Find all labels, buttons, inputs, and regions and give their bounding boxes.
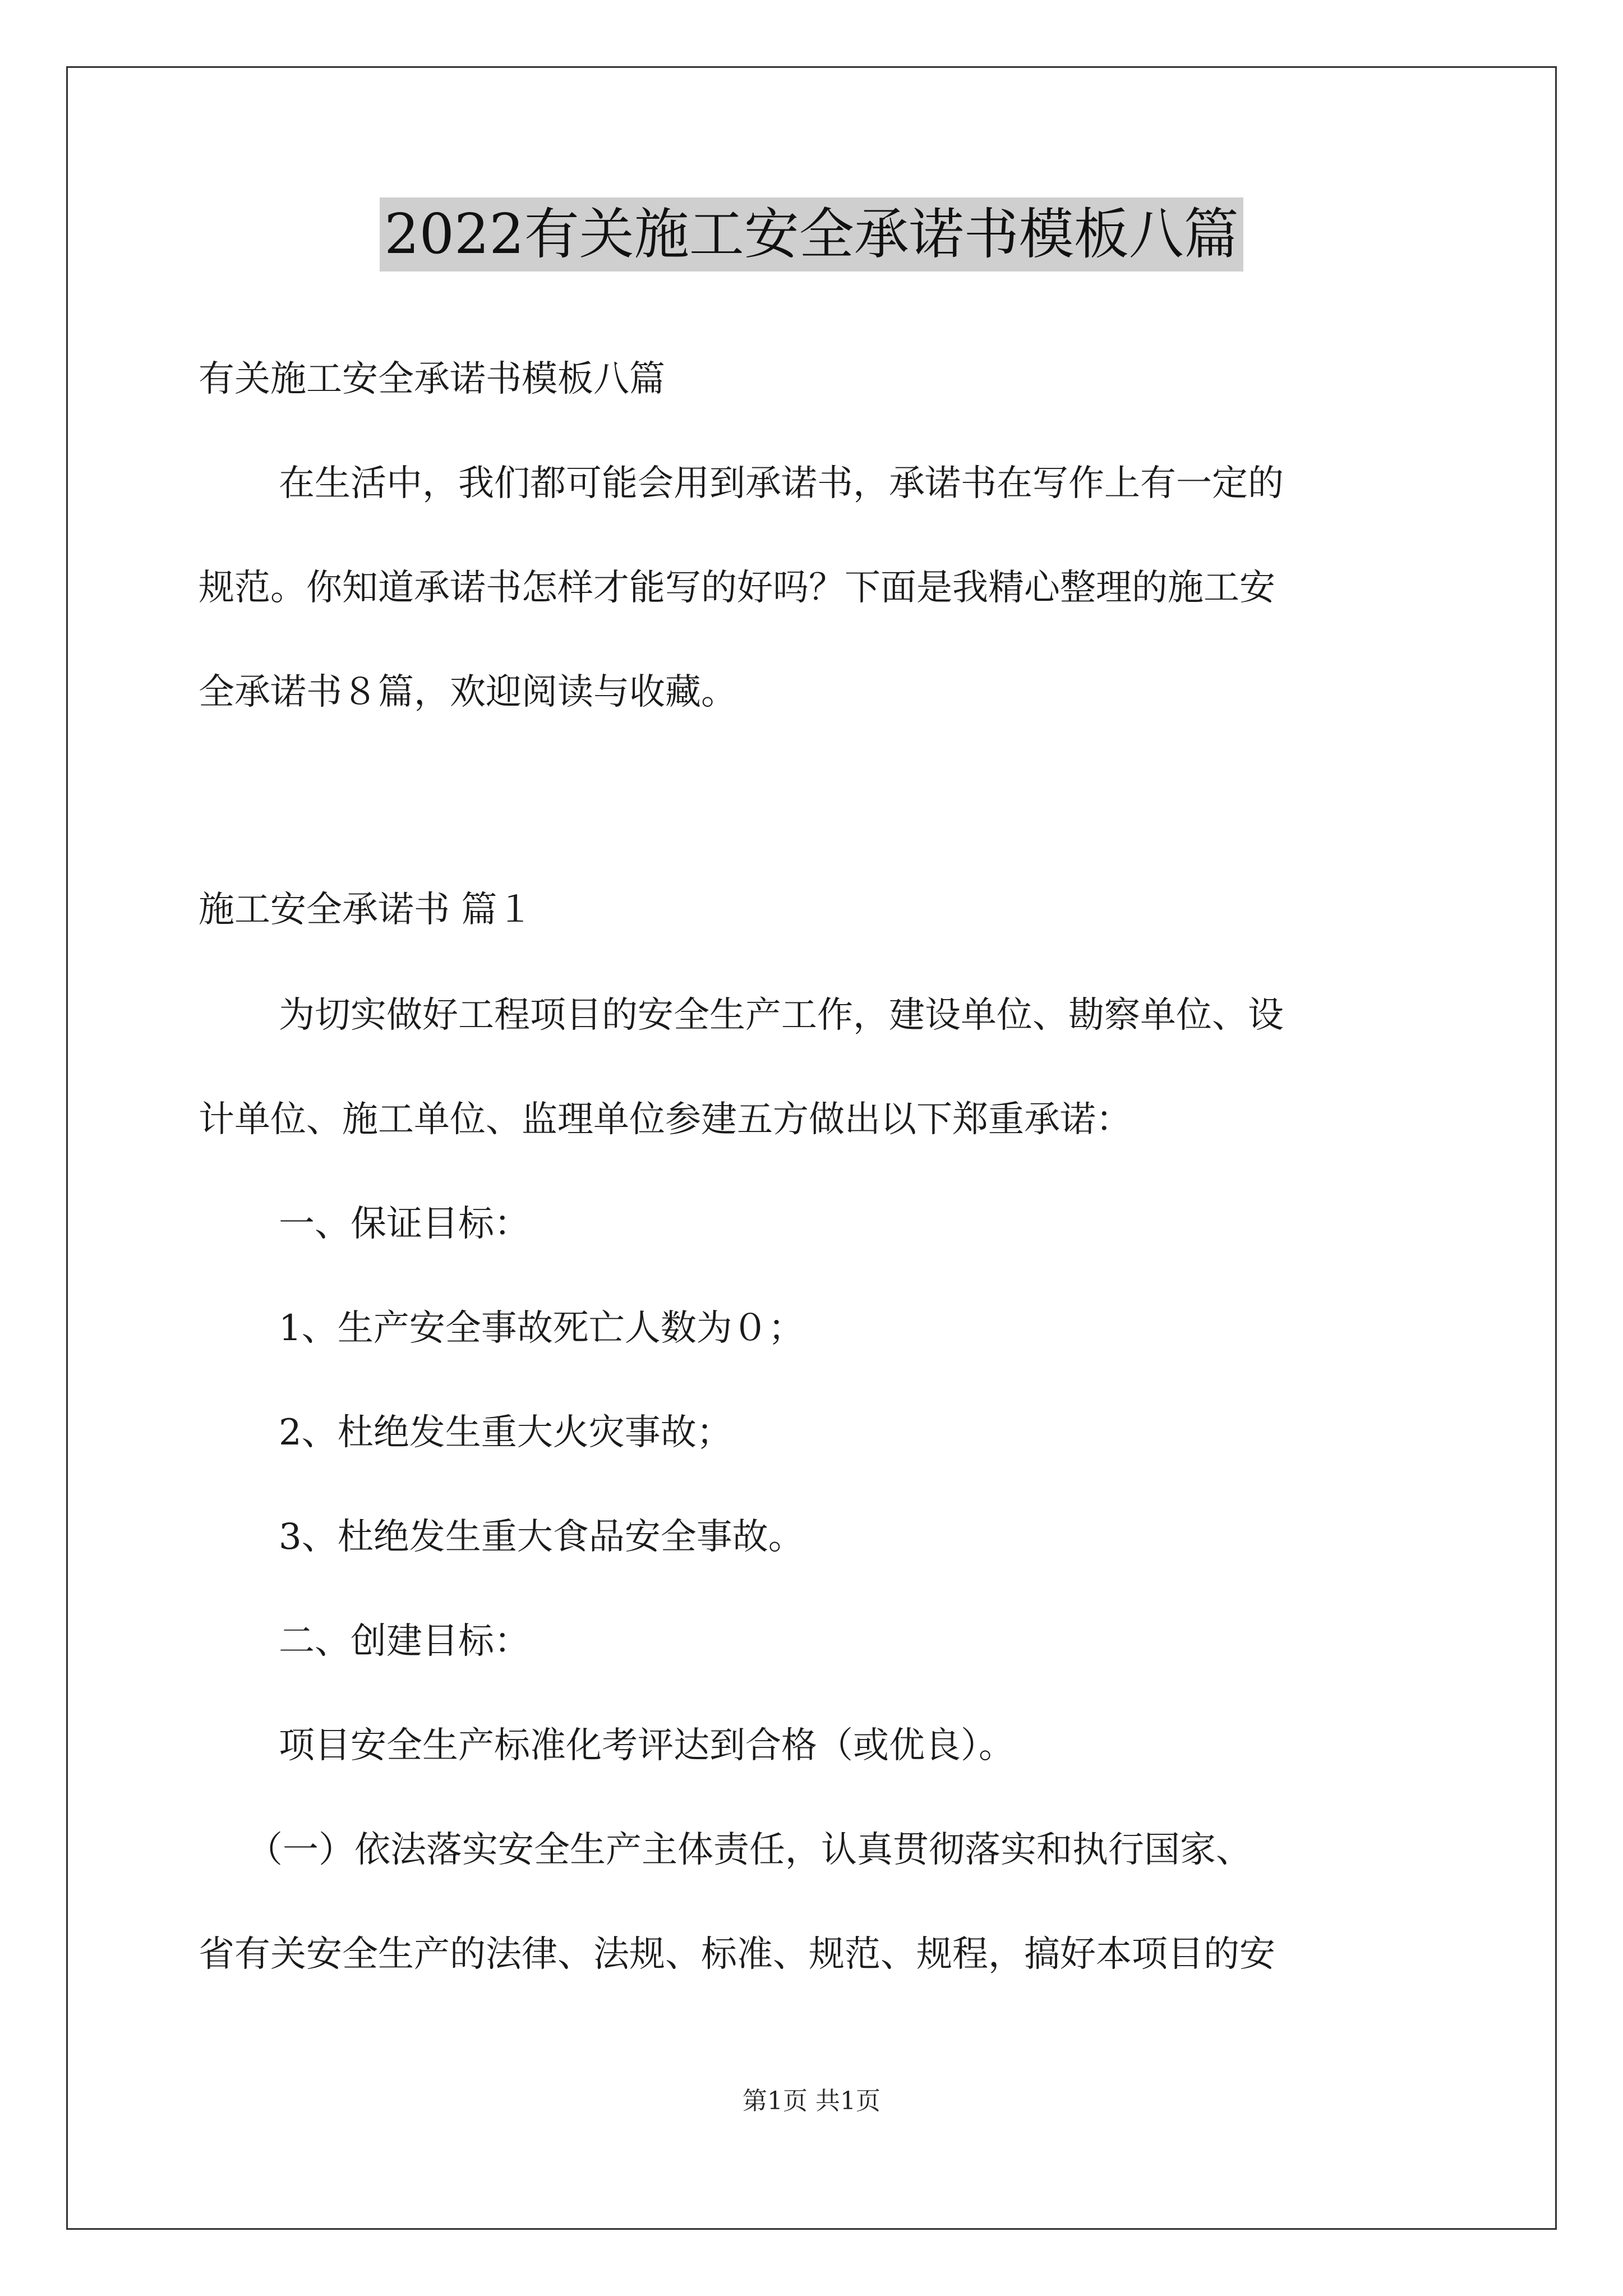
title-container [0, 197, 1623, 272]
body-line-1: 为切实做好工程项目的安全生产工作，建设单位、勘察单位、设 [279, 995, 1284, 1036]
page-footer: 第1页 共1页 [743, 2087, 880, 2115]
body-line-7: 二、创建目标： [279, 1621, 530, 1662]
section-heading: 施工安全承诺书 篇１ [199, 889, 533, 931]
body-line-9: （一）依法落实安全生产主体责任，认真贯彻落实和执行国家、 [247, 1829, 1252, 1871]
intro-line-3: 全承诺书８篇，欢迎阅读与收藏。 [199, 671, 737, 713]
body-line-4: 1、生产安全事故死亡人数为０； [279, 1308, 804, 1349]
document-subtitle: 有关施工安全承诺书模板八篇 [199, 358, 665, 400]
body-line-6: 3、杜绝发生重大食品安全事故。 [279, 1516, 804, 1558]
body-line-3: 一、保证目标： [279, 1203, 530, 1245]
body-line-5: 2、杜绝发生重大火灾事故； [279, 1412, 732, 1453]
document-title: 2022有关施工安全承诺书模板八篇 [380, 197, 1243, 272]
intro-line-1: 在生活中，我们都可能会用到承诺书，承诺书在写作上有一定的 [279, 463, 1284, 504]
body-line-8: 项目安全生产标准化考评达到合格（或优良）。 [279, 1725, 1015, 1766]
body-line-10: 省有关安全生产的法律、法规、标准、规范、规程，搞好本项目的安 [199, 1934, 1275, 1975]
body-line-2: 计单位、施工单位、监理单位参建五方做出以下郑重承诺： [199, 1099, 1132, 1140]
intro-line-2: 规范。你知道承诺书怎样才能写的好吗？下面是我精心整理的施工安 [199, 567, 1275, 609]
